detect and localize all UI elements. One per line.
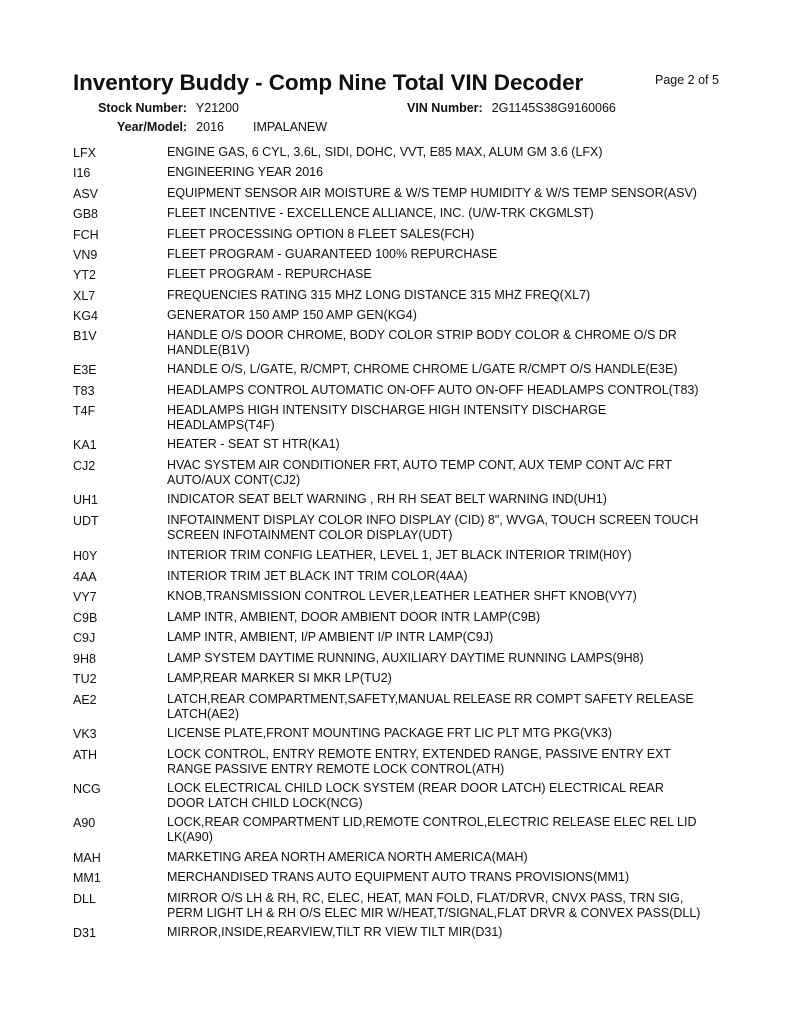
vin-number: [407, 101, 616, 115]
option-code: CJ2: [73, 459, 96, 473]
option-code: C9B: [73, 611, 98, 625]
option-code: KA1: [73, 438, 97, 452]
option-description-line: MIRROR O/S LH & RH, RC, ELEC, HEAT, MAN FOLD, FLAT/DRVR, CNVX PASS, TRN SIG,: [167, 891, 684, 905]
stock-number-label: Stock Number:: [98, 101, 187, 115]
option-description-line: HANDLE(B1V): [167, 343, 250, 357]
option-code: D31: [73, 926, 96, 940]
option-description: [167, 651, 727, 666]
option-description: [167, 308, 727, 323]
option-description-line: EQUIPMENT SENSOR AIR MOISTURE & W/S TEMP HUMIDITY & W/S TEMP SENSOR(ASV): [167, 186, 697, 200]
option-description-line: PERM LIGHT LH & RH O/S ELEC MIR W/HEAT,T/SIGNAL,FLAT DRVR & CONVEX PASS(DLL): [167, 906, 701, 920]
option-description: [167, 671, 727, 686]
model-value: IMPALANEW: [252, 120, 328, 134]
option-description-line: HEATER - SEAT ST HTR(KA1): [167, 437, 340, 451]
option-description-line: GENERATOR 150 AMP 150 AMP GEN(KG4): [167, 308, 417, 322]
option-code: MM1: [73, 871, 101, 885]
option-code: VN9: [73, 248, 98, 262]
option-description-line: HEADLAMPS CONTROL AUTOMATIC ON-OFF AUTO ON-OFF HEADLAMPS CONTROL(T83): [167, 383, 699, 397]
option-description-line: LK(A90): [167, 830, 213, 844]
option-description: [167, 630, 727, 645]
option-description-line: LAMP SYSTEM DAYTIME RUNNING, AUXILIARY DAYTIME RUNNING LAMPS(9H8): [167, 651, 644, 665]
option-description-line: MIRROR,INSIDE,REARVIEW,TILT RR VIEW TILT MIR(D31): [167, 925, 503, 939]
page-title: Inventory Buddy - Comp Nine Total VIN Decoder: [73, 70, 584, 95]
option-code: B1V: [73, 329, 97, 343]
option-description-line: ENGINE GAS, 6 CYL, 3.6L, SIDI, DOHC, VVT, E85 MAX, ALUM GM 3.6 (LFX): [167, 145, 603, 159]
page-number: Page 2 of 5: [655, 73, 719, 87]
option-code: E3E: [73, 363, 97, 377]
option-description-line: HVAC SYSTEM AIR CONDITIONER FRT, AUTO TEMP CONT, AUX TEMP CONT A/C FRT: [167, 458, 672, 472]
option-description-line: SCREEN INFOTAINMENT COLOR DISPLAY(UDT): [167, 528, 453, 542]
option-description-line: LAMP INTR, AMBIENT, DOOR AMBIENT DOOR INTR LAMP(C9B): [167, 610, 541, 624]
option-description-line: DOOR LATCH CHILD LOCK(NCG): [167, 796, 363, 810]
option-description-line: INFOTAINMENT DISPLAY COLOR INFO DISPLAY (CID) 8", WVGA, TOUCH SCREEN TOUCH: [167, 513, 699, 527]
option-code: UH1: [73, 493, 99, 507]
option-description: [167, 247, 727, 262]
stock-number-value: Y21200: [195, 101, 240, 115]
option-description-line: INDICATOR SEAT BELT WARNING , RH RH SEAT BELT WARNING IND(UH1): [167, 492, 607, 506]
option-description: [167, 458, 727, 488]
option-description: [167, 747, 727, 777]
option-description: [167, 145, 727, 160]
option-description: [167, 267, 727, 282]
option-code: TU2: [73, 672, 97, 686]
option-description-line: LATCH,REAR COMPARTMENT,SAFETY,MANUAL RELEASE RR COMPT SAFETY RELEASE: [167, 692, 694, 706]
option-code: A90: [73, 816, 96, 830]
option-description: [167, 569, 727, 584]
option-code: LFX: [73, 146, 96, 160]
option-description: [167, 781, 727, 811]
option-code: C9J: [73, 631, 96, 645]
option-description: [167, 726, 727, 741]
option-description-line: LAMP INTR, AMBIENT, I/P AMBIENT I/P INTR LAMP(C9J): [167, 630, 494, 644]
option-code: 4AA: [73, 570, 97, 584]
option-code: AE2: [73, 693, 97, 707]
option-description: [167, 328, 727, 358]
option-code: ATH: [73, 748, 98, 762]
option-description-line: AUTO/AUX CONT(CJ2): [167, 473, 301, 487]
option-description-line: MERCHANDISED TRANS AUTO EQUIPMENT AUTO TRANS PROVISIONS(MM1): [167, 870, 630, 884]
option-description: [167, 870, 727, 885]
option-description: [167, 403, 727, 433]
option-code: VK3: [73, 727, 97, 741]
option-description-line: LATCH(AE2): [167, 707, 240, 721]
option-description-line: LAMP,REAR MARKER SI MKR LP(TU2): [167, 671, 392, 685]
option-description: [167, 692, 727, 722]
option-description-line: FLEET PROCESSING OPTION 8 FLEET SALES(FCH): [167, 227, 475, 241]
option-code: 9H8: [73, 652, 96, 666]
option-description: [167, 610, 727, 625]
option-code: ASV: [73, 187, 99, 201]
option-description: [167, 815, 727, 845]
option-code: GB8: [73, 207, 99, 221]
option-description: [167, 186, 727, 201]
option-code: VY7: [73, 590, 97, 604]
option-description: [167, 227, 727, 242]
option-code: DLL: [73, 892, 96, 906]
option-code: FCH: [73, 228, 99, 242]
option-code: YT2: [73, 268, 96, 282]
option-description: [167, 492, 727, 507]
option-description-line: RANGE PASSIVE ENTRY REMOTE LOCK CONTROL(ATH): [167, 762, 505, 776]
option-description: [167, 891, 727, 921]
option-description: [167, 548, 727, 563]
option-description-line: FLEET PROGRAM - REPURCHASE: [167, 267, 372, 281]
option-description-line: KNOB,TRANSMISSION CONTROL LEVER,LEATHER LEATHER SHFT KNOB(VY7): [167, 589, 637, 603]
option-code: NCG: [73, 782, 101, 796]
vin-number-value: 2G1145S38G9160066: [491, 101, 616, 115]
year-model: [117, 120, 327, 134]
option-description-line: LOCK ELECTRICAL CHILD LOCK SYSTEM (REAR DOOR LATCH) ELECTRICAL REAR: [167, 781, 664, 795]
option-code: T83: [73, 384, 95, 398]
option-code: I16: [73, 166, 91, 180]
option-description-line: HANDLE O/S DOOR CHROME, BODY COLOR STRIP BODY COLOR & CHROME O/S DR: [167, 328, 677, 342]
vin-number-label: VIN Number:: [407, 101, 483, 115]
option-description-line: LICENSE PLATE,FRONT MOUNTING PACKAGE FRT LIC PLT MTG PKG(VK3): [167, 726, 612, 740]
option-description-line: LOCK CONTROL, ENTRY REMOTE ENTRY, EXTENDED RANGE, PASSIVE ENTRY EXT: [167, 747, 672, 761]
option-description-line: INTERIOR TRIM CONFIG LEATHER, LEVEL 1, JET BLACK INTERIOR TRIM(H0Y): [167, 548, 632, 562]
option-description-line: HANDLE O/S, L/GATE, R/CMPT, CHROME CHROME L/GATE R/CMPT O/S HANDLE(E3E): [167, 362, 678, 376]
option-description: [167, 589, 727, 604]
option-description: [167, 925, 727, 940]
option-description-line: FLEET INCENTIVE - EXCELLENCE ALLIANCE, INC. (U/W-TRK CKGMLST): [167, 206, 594, 220]
option-description: [167, 850, 727, 865]
option-description: [167, 437, 727, 452]
option-description: [167, 362, 727, 377]
option-code: T4F: [73, 404, 96, 418]
option-code: UDT: [73, 514, 99, 528]
option-description-line: HEADLAMPS HIGH INTENSITY DISCHARGE HIGH INTENSITY DISCHARGE: [167, 403, 607, 417]
option-code: KG4: [73, 309, 99, 323]
option-description: [167, 206, 727, 221]
option-description-line: MARKETING AREA NORTH AMERICA NORTH AMERICA(MAH): [167, 850, 528, 864]
option-description-line: HEADLAMPS(T4F): [167, 418, 275, 432]
year-model-label: Year/Model:: [117, 120, 188, 134]
option-description: [167, 165, 727, 180]
option-description-line: INTERIOR TRIM JET BLACK INT TRIM COLOR(4AA): [167, 569, 468, 583]
option-description-line: FREQUENCIES RATING 315 MHZ LONG DISTANCE 315 MHZ FREQ(XL7): [167, 288, 591, 302]
option-description: [167, 513, 727, 543]
option-description-line: ENGINEERING YEAR 2016: [167, 165, 324, 179]
year-value: 2016: [196, 120, 224, 134]
option-code: MAH: [73, 851, 101, 865]
option-description-line: FLEET PROGRAM - GUARANTEED 100% REPURCHASE: [167, 247, 498, 261]
stock-number: [98, 101, 239, 115]
option-description-line: LOCK,REAR COMPARTMENT LID,REMOTE CONTROL,ELECTRIC RELEASE ELEC REL LID: [167, 815, 697, 829]
option-code: H0Y: [73, 549, 98, 563]
option-code: XL7: [73, 289, 96, 303]
option-description: [167, 383, 727, 398]
option-description: [167, 288, 727, 303]
